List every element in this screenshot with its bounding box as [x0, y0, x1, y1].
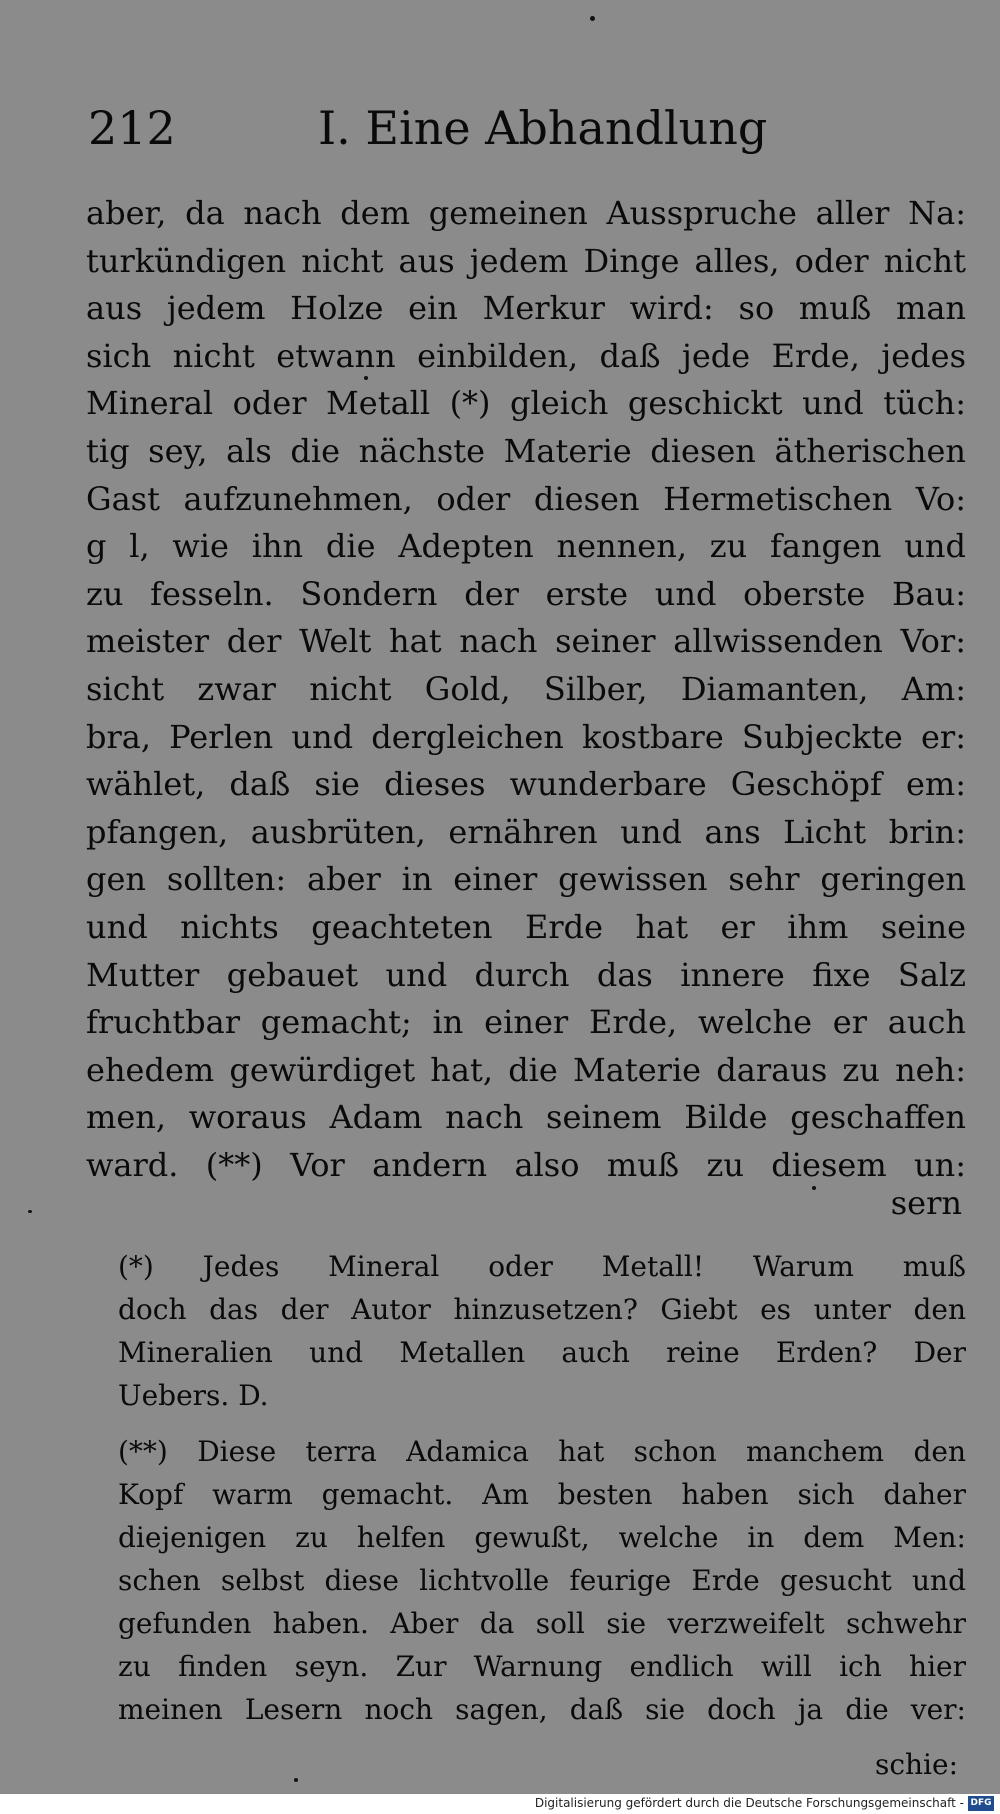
body-line: wählet, daß sie dieses wunderbare Geschöpf em:: [86, 765, 966, 804]
catchword: sern: [890, 1184, 962, 1222]
footnote-line: Kopf warm gemacht. Am besten haben sich daher: [118, 1478, 966, 1511]
body-line: ward. (**) Vor andern also muß zu diesem un:: [86, 1145, 966, 1184]
footnote-line: (**) Diese terra Adamica hat schon manchem den: [118, 1435, 966, 1468]
page-number: 212: [88, 101, 176, 155]
footnote-line: zu finden seyn. Zur Warnung endlich will ich hier: [118, 1650, 966, 1683]
scan-speck: [590, 16, 595, 21]
body-line: Mineral oder Metall (*) gleich geschickt und tüch:: [86, 384, 966, 423]
body-line: Gast aufzunehmen, oder diesen Hermetischen Vo:: [86, 479, 966, 518]
body-line: gen sollten: aber in einer gewissen sehr geringen: [86, 860, 966, 899]
body-line: Mutter gebauet und durch das innere fixe Salz: [86, 955, 966, 994]
footnote-line: meinen Lesern noch sagen, daß sie doch ja die ver:: [118, 1693, 966, 1726]
body-line: meister der Welt hat nach seiner allwissenden Vor:: [86, 622, 966, 661]
footnote-line: schen selbst diese lichtvolle feurige Erde gesucht und: [118, 1564, 966, 1597]
footnote: [118, 1430, 966, 1731]
scan-speck: [812, 1186, 816, 1190]
page-header: [88, 98, 768, 158]
footnote-line: (*) Jedes Mineral oder Metall! Warum muß: [118, 1250, 966, 1283]
footnote-line: Uebers. D.: [118, 1379, 269, 1412]
footnote-line: Mineralien und Metallen auch reine Erden? Der: [118, 1336, 966, 1369]
body-line: sich nicht etwann einbilden, daß jede Erde, jedes: [86, 336, 966, 375]
body-text: [86, 190, 966, 1189]
dfg-logo-icon: DFG: [968, 1796, 994, 1811]
footer-text: Digitalisierung gefördert durch die Deutsche Forschungsgemeinschaft -: [534, 1796, 964, 1810]
body-line: zu fesseln. Sondern der erste und oberste Bau:: [86, 574, 966, 613]
body-line: aus jedem Holze ein Merkur wird: so muß man: [86, 289, 966, 328]
body-line: men, woraus Adam nach seinem Bilde geschaffen: [86, 1098, 966, 1137]
scan-speck: [28, 1210, 32, 1213]
footnote-catchword: schie:: [874, 1748, 958, 1781]
body-line: und nichts geachteten Erde hat er ihm seine: [86, 907, 966, 946]
scan-speck: [364, 376, 368, 380]
body-line: pfangen, ausbrüten, ernähren und ans Licht brin:: [86, 812, 966, 851]
body-line: g l, wie ihn die Adepten nennen, zu fangen und: [86, 527, 966, 566]
scan-speck: [294, 1778, 298, 1782]
body-line: ehedem gewürdiget hat, die Materie daraus zu neh:: [86, 1050, 966, 1089]
body-line: tig sey, als die nächste Materie diesen ätherischen: [86, 431, 966, 470]
running-head: I. Eine Abhandlung: [318, 101, 768, 155]
footnote: [118, 1245, 966, 1417]
body-line: aber, da nach dem gemeinen Ausspruche aller Na:: [86, 194, 966, 232]
body-line: sicht zwar nicht Gold, Silber, Diamanten, Am:: [86, 669, 966, 708]
body-line: bra, Perlen und dergleichen kostbare Subjeckte er:: [86, 717, 966, 756]
digitization-footer: [0, 1794, 1000, 1814]
footnote-line: gefunden haben. Aber da soll sie verzweifelt schwehr: [118, 1607, 966, 1640]
footnote-line: doch das der Autor hinzusetzen? Giebt es unter den: [118, 1293, 966, 1326]
body-line: fruchtbar gemacht; in einer Erde, welche er auch: [86, 1003, 966, 1042]
footnote-line: diejenigen zu helfen gewußt, welche in dem Men:: [118, 1521, 966, 1554]
body-line: turkündigen nicht aus jedem Dinge alles, oder nicht: [86, 241, 966, 280]
